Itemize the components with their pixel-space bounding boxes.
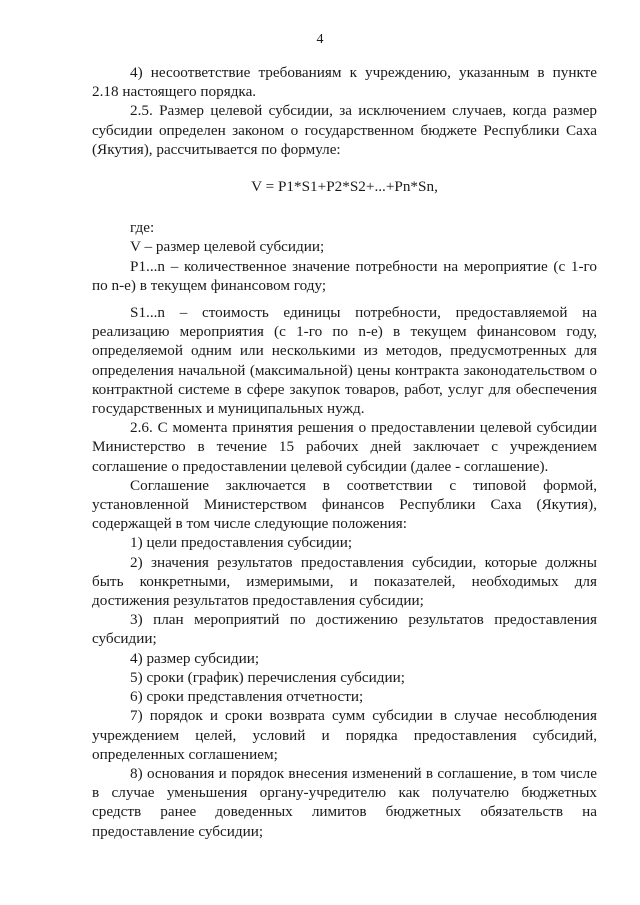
list-item-5: 5) сроки (график) перечисления субсидии; — [130, 668, 405, 686]
paragraph-2-5: 2.5. Размер целевой субсидии, за исключением случаев, когда размер субсидии определен законом о государственном бюджете Республики Саха (Якутия), рассчитывается по формуле: — [92, 102, 597, 158]
list-item-7: 7) порядок и сроки возврата сумм субсидии в случае несоблюдения учреждением целей, условий и порядка предоставления субсидий, определенных соглашением; — [92, 707, 597, 763]
list-item-3: 3) план мероприятий по достижению результатов предоставления субсидии; — [92, 611, 597, 648]
list-item-2: 2) значения результатов предоставления субсидии, которые должны быть конкретными, измеримыми, и показателей, необходимых для достижения результатов предоставления субсидии; — [92, 553, 597, 610]
formula-where-label: где: — [130, 219, 155, 237]
paragraph-agreement: Соглашение заключается в соответствии с типовой формой, установленной Министерством финансов Республики Саха (Якутия), содержащей в том числе следующие положения: — [92, 476, 597, 533]
list-item-1: 1) цели предоставления субсидии; — [130, 534, 353, 552]
paragraph-2-6: 2.6. С момента принятия решения о предоставлении целевой субсидии Министерство в течение 15 рабочих дней заключает с учреждением соглашение о предоставлении целевой субсидии (далее - соглашение). — [92, 419, 597, 475]
paragraph-item-4: 4) несоответствие требованиям к учреждению, указанным в пункте 2.18 настоящего порядка. — [92, 64, 597, 101]
formula-def-v: V – размер целевой субсидии; — [130, 238, 325, 256]
list-item-8: 8) основания и порядок внесения изменений в соглашение, в том числе в случае уменьшения органу-учредителю как получателю бюджетных средств ранее доведенных лимитов бюджетных обязательств на предоставление субсидии; — [92, 764, 597, 840]
list-item-6: 6) сроки представления отчетности; — [130, 688, 364, 706]
page-number: 4 — [316, 32, 324, 47]
formula: V = P1*S1+P2*S2+...+Pn*Sn, — [251, 178, 438, 196]
formula-def-s: S1...n – стоимость единицы потребности, предоставляемой на реализацию мероприятия (с 1-го по n-е) в текущем финансовом году, определяемой одним или несколькими из методов, предусмотренных для определения начальной (максимальной) цены контракта законодательством о контрактной системе в сфере закупок товаров, работ, услуг для обеспечения государственных и муниципальных нужд. — [92, 304, 597, 418]
list-item-4: 4) размер субсидии; — [130, 649, 260, 667]
formula-def-p: P1...n – количественное значение потребности на мероприятие (с 1-го по n-е) в текущем финансовом году; — [92, 257, 597, 294]
document-body — [92, 63, 597, 841]
